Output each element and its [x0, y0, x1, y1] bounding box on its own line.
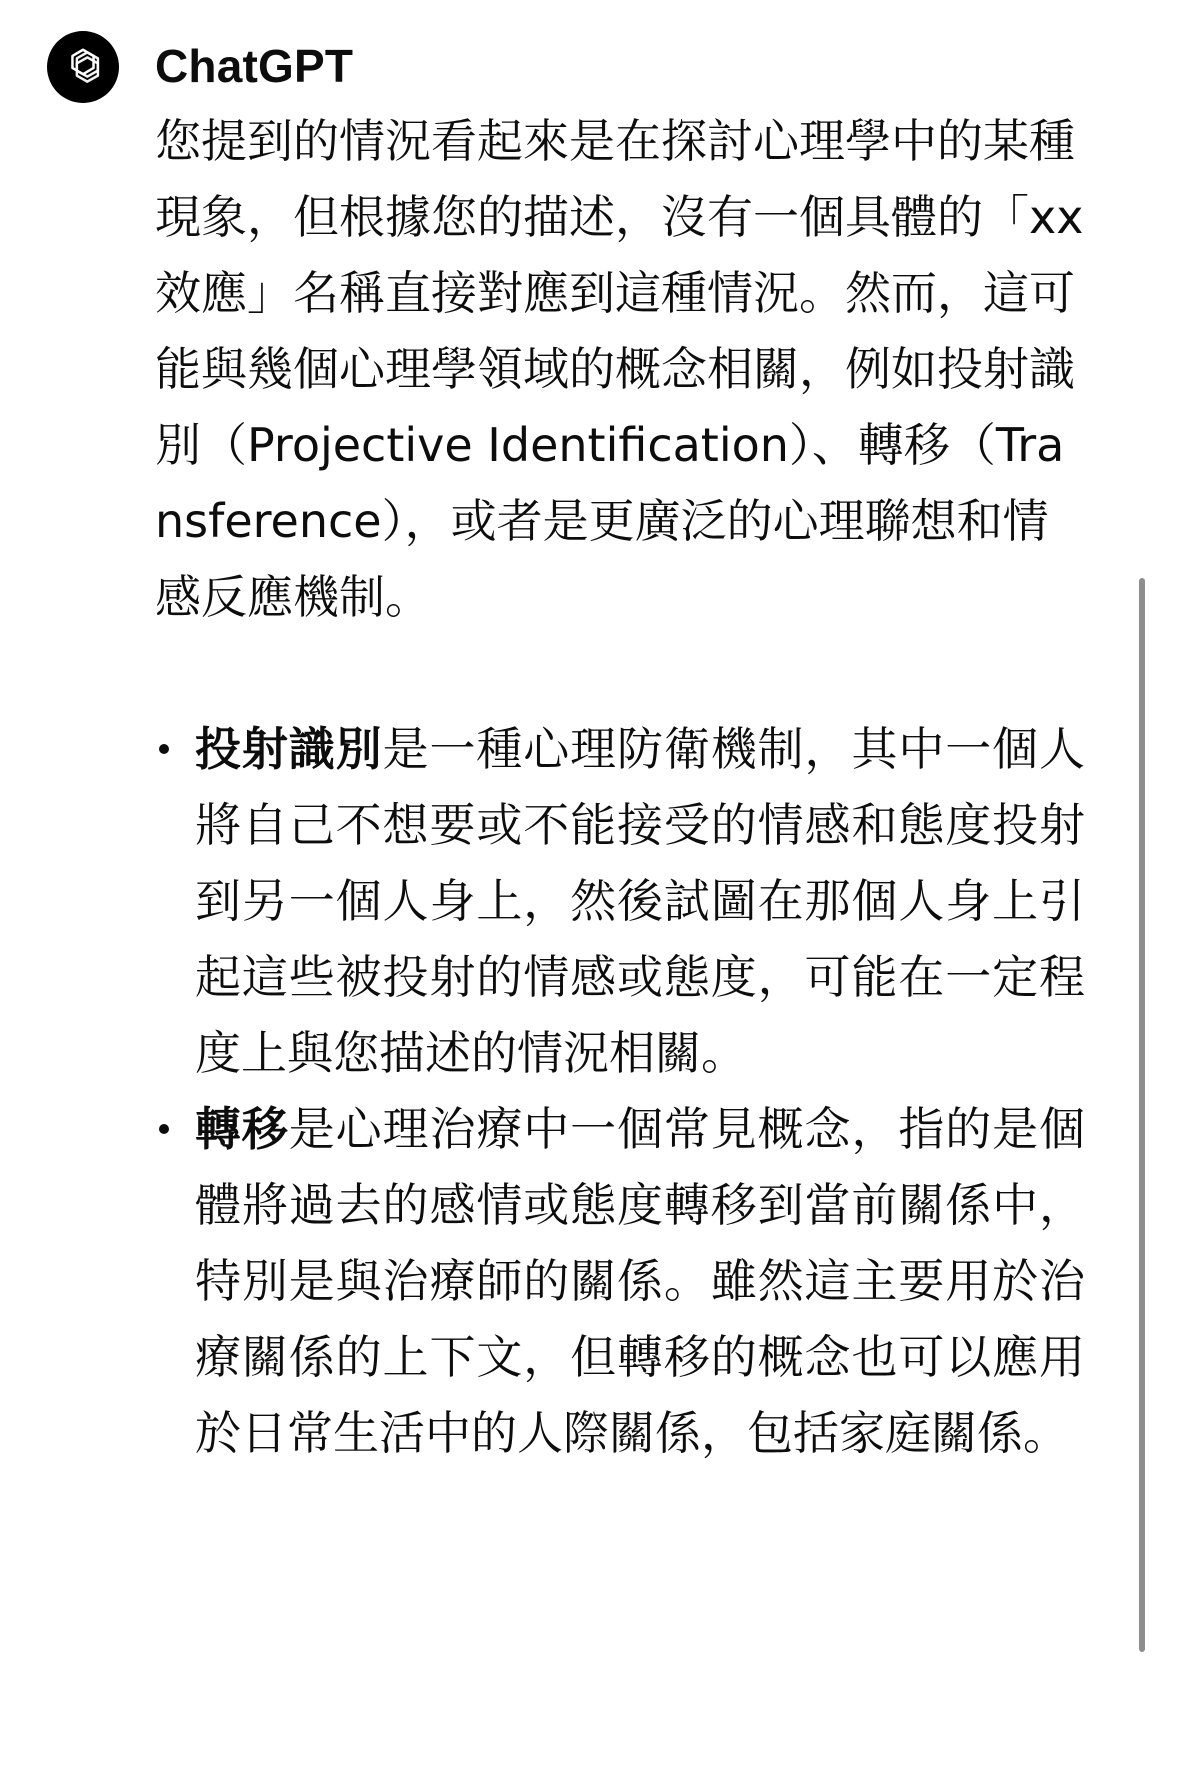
bullet-term: 投射識別	[195, 722, 383, 776]
bullet-dot	[159, 1124, 169, 1134]
message-intro: 您提到的情況看起來是在探討心理學中的某種現象，但根據您的描述，沒有一個具體的「xx效應」名稱直接對應到這種情況。然而，這可能與幾個心理學領域的概念相關，例如投射識別（Projective Identification）、轉移（Transference），或者是更廣泛的心理聯想和情感反應機制。	[155, 114, 1084, 624]
bullet-list	[155, 711, 1085, 1471]
list-item	[155, 711, 1085, 1091]
bullet-text: 是一種心理防衛機制，其中一個人將自己不想要或不能接受的情感和態度投射到另一個人身上，然後試圖在那個人身上引起這些被投射的情感或態度，可能在一定程度上與您描述的情況相關。	[195, 722, 1086, 1080]
chatgpt-avatar	[47, 31, 119, 103]
bullet-dot	[159, 744, 169, 754]
bullet-term: 轉移	[195, 1102, 289, 1156]
message-content	[155, 103, 1085, 1471]
bullet-text: 是心理治療中一個常見概念，指的是個體將過去的感情或態度轉移到當前關係中，特別是與治療師的關係。雖然這主要用於治療關係的上下文，但轉移的概念也可以應用於日常生活中的人際關係，包括家庭關係。	[195, 1102, 1086, 1460]
openai-logo-icon	[60, 44, 106, 90]
message-author: ChatGPT	[155, 40, 354, 92]
list-item	[155, 1091, 1085, 1471]
scrollbar[interactable]	[1137, 578, 1147, 1652]
scrollbar-thumb[interactable]	[1139, 578, 1145, 1652]
